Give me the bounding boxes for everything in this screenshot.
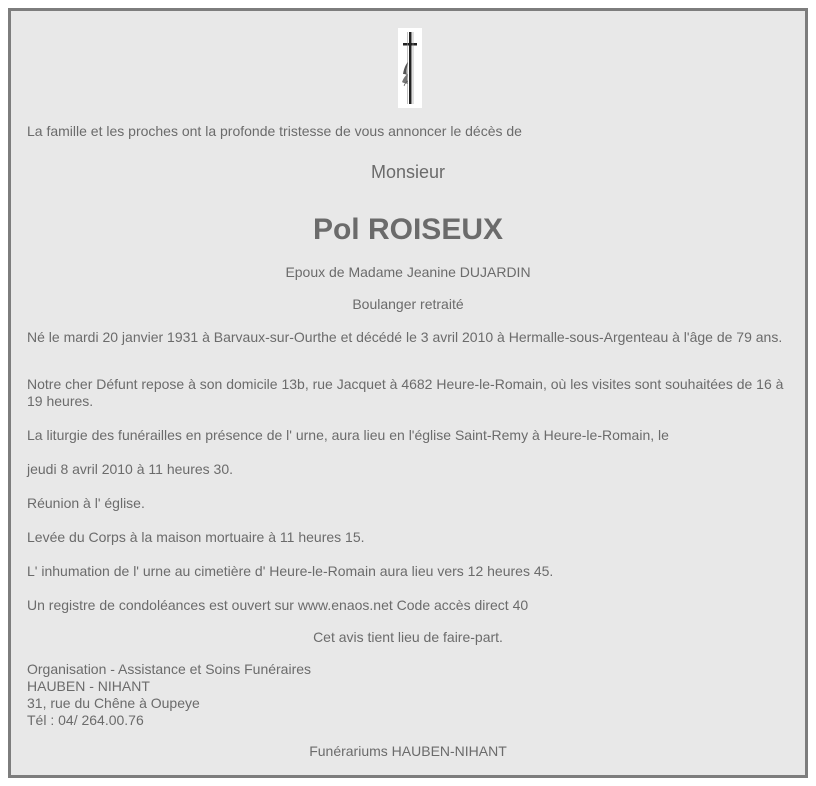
footer-funerarium: Funérariums HAUBEN-NIHANT [309, 743, 507, 759]
organisation-line-1: Organisation - Assistance et Soins Funéraires [27, 661, 312, 677]
registry-text: Un registre de condoléances est ouvert sur www.enaos.net Code accès direct 40 [27, 597, 529, 613]
levee-text: Levée du Corps à la maison mortuaire à 11 heures 15. [27, 529, 365, 545]
spouse-text: Epoux de Madame Jeanine DUJARDIN [285, 264, 531, 280]
occupation-text: Boulanger retraité [352, 296, 464, 312]
organisation-phone: Tél : 04/ 264.00.76 [27, 712, 144, 728]
liturgy-text: La liturgie des funérailles en présence de l' urne, aura lieu en l'église Saint-Remy à Heure-le-Romain, le [27, 427, 669, 443]
deceased-name: Pol ROISEUX [312, 213, 504, 246]
birth-death-text: Né le mardi 20 janvier 1931 à Barvaux-sur-Ourthe et décédé le 3 avril 2010 à Hermalle-sous-Argenteau à l'âge de 79 ans. [27, 329, 783, 345]
ceremony-date: jeudi 8 avril 2010 à 11 heures 30. [27, 461, 233, 477]
cross-icon [398, 28, 422, 108]
organisation-line-3: 31, rue du Chêne à Oupeye [27, 695, 200, 711]
repose-text: Notre cher Défunt repose à son domicile 13b, rue Jacquet à 4682 Heure-le-Romain, où les visites sont souhaitées de 16 à 19 heures. [27, 376, 784, 409]
death-notice-card [8, 8, 808, 778]
intro-text: La famille et les proches ont la profonde tristesse de vous annoncer le décès de [27, 123, 522, 139]
faire-part-text: Cet avis tient lieu de faire-part. [313, 629, 503, 645]
organisation-line-2: HAUBEN - NIHANT [27, 678, 150, 694]
meeting-text: Réunion à l' église. [27, 495, 145, 511]
honorific-title: Monsieur [370, 162, 446, 182]
burial-text: L' inhumation de l' urne au cimetière d' Heure-le-Romain aura lieu vers 12 heures 45. [27, 563, 554, 579]
